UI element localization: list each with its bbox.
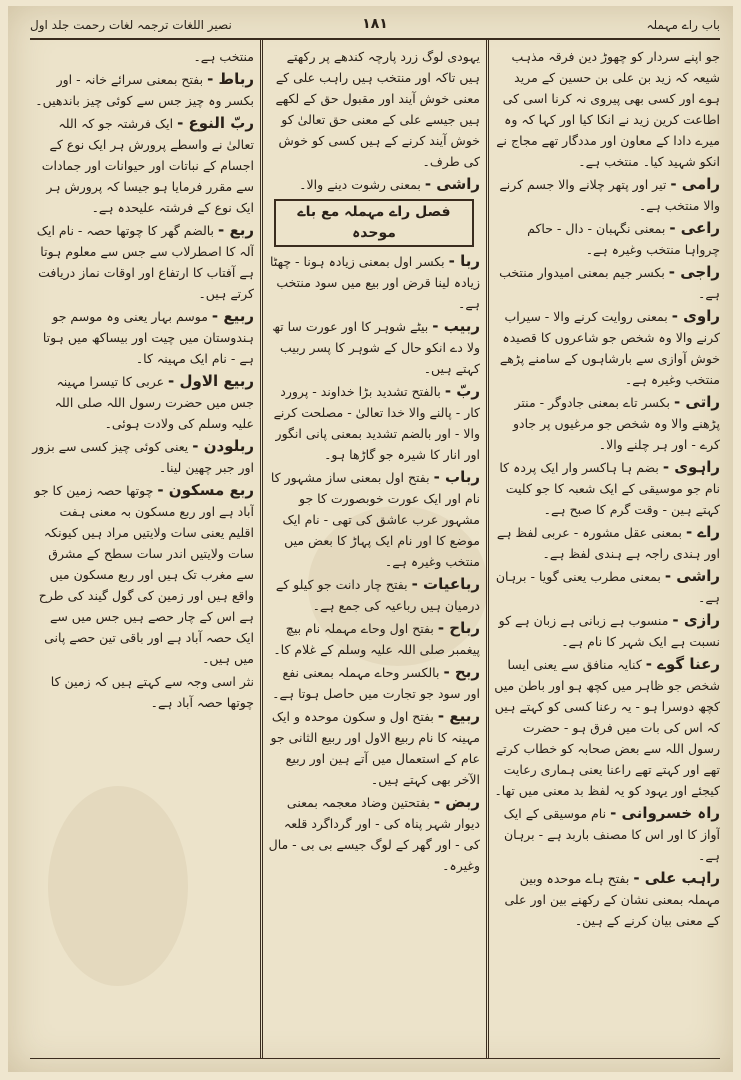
header-book-title: نصیر اللغات ترجمہ لغات رحمت جلد اول	[30, 18, 232, 32]
entry-definition: بمعنی عقل مشورہ - عربی لفظ ہے اور ہندی راجہ ہے ہندی لفظ ہے۔	[496, 525, 720, 561]
header-rule	[30, 38, 720, 40]
dictionary-entry	[30, 436, 254, 478]
dictionary-entry	[30, 306, 254, 369]
page	[8, 6, 733, 1072]
entry-definition: بیٹے شوہر کا اور عورت سا تھ ولا دے انکو حال کے شوہر کا پسر ربیب کہتے ہیں۔	[272, 319, 480, 376]
entry-definition: چوتھا حصہ زمین کا جو آباد ہے اور ربع مسکون بہ معنی ہفت اقلیم یعنی سات ولایتیں مراد ہیں کیونکہ سات ولایتیں اندر سات سطح کے مشرق سے مغرب تک ہیں اور ربع مسکون میں واقع ہیں اور زمین کی گول گیند کی طرح ہے اس کے چار حصے ہیں جس میں سے ایک حصہ آباد ہے اور باقی تین حصے پانی میں ہیں۔	[34, 483, 254, 666]
entry-headword: ربّ -	[444, 382, 480, 400]
section-heading-box: فصل راے مہملہ مع باے موحدہ	[274, 199, 474, 247]
dictionary-entry	[494, 610, 720, 652]
entry-headword: رباب -	[433, 468, 480, 486]
entry-definition: بالکسر وحاے مہملہ بمعنی نفع اور سود جو تجارت میں حاصل ہوتا ہے۔	[272, 665, 480, 701]
entry-definition: بفتح اول بمعنی ساز مشہور کا نام اور ایک عورت خوبصورت کا جو مشہور عرب عاشق کی تھی - نام ایک موضع کا اور نام ایک پہاڑ کا بعض میں منتخب وغیرہ ہے۔	[270, 470, 480, 569]
entry-headword: ربع مسکون -	[157, 481, 254, 499]
entry-headword: راعی -	[669, 219, 720, 237]
dictionary-entry	[30, 46, 254, 67]
dictionary-entry	[268, 662, 480, 704]
entry-headword: رباح -	[437, 619, 480, 637]
entry-headword: ربّ النوع -	[177, 114, 254, 132]
column-divider	[486, 40, 489, 1058]
entry-headword: رباعیات -	[411, 575, 480, 593]
dictionary-entry	[30, 220, 254, 304]
entry-headword: رعنا گوے -	[645, 655, 720, 673]
entry-definition: بمعنی نگہبان - دال - حاکم چرواہا منتخب وغیرہ ہے۔	[527, 221, 720, 257]
dictionary-entry	[494, 306, 720, 390]
entry-definition: نام موسیقی کے ایک آواز کا اور اس کا مصنف باربد ہے - برہان ہے۔	[503, 806, 720, 863]
entry-definition: بفتح ہاے موحدہ وبین مہملہ بمعنی نشان کے رکھنے بین اور علی کے معنی بیان کرنے کے ہین۔	[504, 871, 720, 928]
entry-definition: بمعنی مطرب یعنی گویا - برہان ہے۔	[495, 569, 720, 605]
entry-headword: ربیب -	[432, 317, 480, 335]
dictionary-entry	[494, 262, 720, 304]
dictionary-entry	[494, 392, 720, 455]
entry-headword: راشی -	[424, 175, 480, 193]
entry-headword: رباط -	[207, 70, 254, 88]
dictionary-entry	[30, 671, 254, 713]
dictionary-entry	[268, 251, 480, 314]
dictionary-entry	[268, 46, 480, 172]
entry-headword: ربیع -	[437, 707, 480, 725]
dictionary-entry	[268, 381, 480, 465]
entry-definition: بفتح اول و سکون موحدہ و ایک مہینہ کا نام ربیع الاول اور ربیع الثانی جو عام کے استعمال میں آتے ہین اور ربیع الآخر بھی کہتے ہیں۔	[270, 709, 480, 787]
entry-definition: عربی کا تیسرا مہینہ جس میں حضرت رسول اللہ صلی اللہ علیہ وسلم کی ولادت ہوئی۔	[54, 374, 254, 431]
entry-definition: منتخب ہے۔	[193, 49, 254, 64]
dictionary-entry	[494, 868, 720, 931]
entry-headword: راے -	[685, 523, 720, 541]
entry-definition: بمعنی روایت کرنے والا - سیراب کرنے والا وہ شخص جو شاعروں کا قصیدہ خوش آوازی سے بارشاہوں کے سامنے پڑھے منتخب وغیرہ ہے۔	[499, 309, 720, 387]
dictionary-entry	[494, 566, 720, 608]
dictionary-entry	[30, 480, 254, 669]
entry-definition: بفتحتین وضاد معجمہ بمعنی دیوار شہر پناہ کی - اور گرداگرد قلعہ کی - اور گھر کے لوگ جیسے بی بی - مال وغیرہ۔	[268, 795, 480, 873]
entry-headword: ربیع -	[211, 307, 254, 325]
entry-definition: بفتح چار دانت جو کیلو کے درمیان ہیں رباعیہ کی جمع ہے۔	[275, 577, 480, 613]
entry-definition: کنایہ منافق سے یعنی ایسا شخص جو ظاہر میں کچھ ہو اور باطن میں کچھ دوسرا ہو - یہ رعنا کسی کو کہتے ہیں کہ اس کی بات میں فرق ہو - حضرت رسول اللہ سے بعض صحابہ کو خطاب کرتے تھے اور کہتے تھے راعنا یعنی ہماری رعایت کیجئے اور یہود کو یہ لفظ بد معنی میں تھا۔	[494, 657, 720, 798]
dictionary-entry	[30, 69, 254, 111]
entry-definition: منسوب ہے زبانی ہے زبان ہے کو نسبت ہے ایک شہر کا نام ہے۔	[498, 613, 720, 649]
middle-column	[268, 46, 480, 1050]
dictionary-entry	[494, 803, 720, 866]
right-column	[494, 46, 720, 1050]
entry-definition: بکسر تاے بمعنی جادوگر - منتر پڑھنے والا وہ شخص جو مرغیوں پر جادو کرے - اور ہر چلنے والا۔	[513, 395, 720, 452]
entry-headword: ربح -	[443, 663, 480, 681]
entry-headword: ربا -	[448, 252, 480, 270]
entry-headword: راوی -	[671, 307, 720, 325]
entry-definition: تیر اور پتھر چلانے والا جسم کرنے والا منتخب ہے۔	[499, 177, 720, 213]
entry-definition: موسم بہار یعنی وہ موسم جو ہندوستان میں چیت اور بیساکھ میں ہوتا ہے - نام ایک مہینہ کا۔	[42, 309, 254, 366]
entry-headword: راتی -	[673, 393, 720, 411]
entry-headword: راہب علی -	[633, 869, 720, 887]
left-column	[30, 46, 254, 1050]
dictionary-entry	[268, 792, 480, 876]
entry-headword: راجی -	[668, 263, 720, 281]
dictionary-entry	[494, 522, 720, 564]
entry-definition: بالفتح تشدید بڑا خداوند - پرورد کار - پالنے والا خدا تعالیٰ - مصلحت کرنے والا - اور بالضم تشدید بمعنی پانی انگور اور انار کا شیرہ جو گاڑھا ہو۔	[273, 384, 480, 462]
entry-headword: رازی -	[672, 611, 720, 629]
entry-definition: یہودی لوگ زرد پارچہ کندھے پر رکھتے ہیں تاکہ اور منتخب ہیں راہب علی کے معنی خوش آیند اور مقبول حق کے لکھے ہیں جیسے علی کے معنی حق تعالیٰ کو خوش آیند کرنے کے ہیں کسی کو خوش کی طرف۔	[275, 49, 480, 169]
entry-definition: بفتح بمعنی سرائے خانہ - اور بکسر وہ چیز جس سے کوئی چیز باندھیں۔	[35, 72, 254, 108]
entry-definition: جو اپنے سردار کو چھوڑ دین فرقہ مذہب شیعہ کہ زید بن علی بن حسین کے مرید ہوے اور کسی بھی پیروی نہ کرنا اسی کی اطاعت کرین زید نے انکا کیا اور کہا کہ وہ میرے دادا کے معاون اور مددگار تھے مجاج نے انکو شہید کیا۔ منتخب ہے۔	[496, 49, 720, 169]
entry-definition: نثر اسی وجہ سے کہتے ہیں کہ زمین کا چوتھا حصہ آباد ہے۔	[50, 674, 254, 710]
dictionary-entry	[268, 316, 480, 379]
dictionary-entry	[268, 467, 480, 572]
footer-rule	[30, 1058, 720, 1059]
dictionary-entry	[268, 706, 480, 790]
entry-definition: ایک فرشتہ جو کہ اللہ تعالیٰ نے واسطے پرورش ہر ایک نوع کے اجسام کے نباتات اور حیوانات اور جمادات سے مقرر فرمایا ہو جیسا کہ پرورش ہر ایک نوع کے فرشتہ علیحدہ ہے۔	[41, 116, 254, 215]
entry-definition: بمعنی رشوت دینے والا۔	[299, 177, 421, 192]
entry-headword: ربض -	[433, 793, 480, 811]
entry-definition: یعنی کوئی چیز کسی سے بزور اور جبر چھین لینا۔	[32, 439, 254, 475]
entry-headword: راہ خسروانی -	[610, 804, 720, 822]
entry-definition: بکسر جیم بمعنی امیدوار منتخب ہے۔	[499, 265, 720, 301]
dictionary-entry	[268, 174, 480, 195]
dictionary-entry	[268, 618, 480, 660]
entry-definition: بضم ہا ہاکسر وار ایک پردہ کا نام جو موسیقی کے ایک شعبہ کا جو کلیت کہتے ہین - وقت گرم کا صبح ہے۔	[499, 460, 720, 517]
dictionary-entry	[494, 174, 720, 216]
entry-headword: ربیع الاول -	[168, 372, 254, 390]
entry-headword: ربع -	[218, 221, 254, 239]
dictionary-entry	[494, 218, 720, 260]
entry-headword: ربلودن -	[192, 437, 254, 455]
entry-definition: بفتح اول وحاے مہملہ نام بیچ پیغمبر صلی اللہ علیہ وسلم کے غلام کا۔	[273, 621, 480, 657]
dictionary-entry	[30, 113, 254, 218]
entry-definition: بالضم گھر کا چوتھا حصہ - نام ایک آلہ کا اصطرلاب سے جس سے معلوم ہوتا ہے آفتاب کا ارتفاع اور اوقات نماز دریافت کرتے ہیں۔	[36, 223, 254, 301]
dictionary-entry	[494, 46, 720, 172]
header-chapter: باب راے مہملہ	[646, 18, 720, 32]
page-header	[30, 16, 720, 38]
entry-headword: راہوی -	[662, 458, 720, 476]
dictionary-entry	[494, 457, 720, 520]
entry-headword: راشی -	[664, 567, 720, 585]
dictionary-entry	[494, 654, 720, 801]
dictionary-entry	[30, 371, 254, 434]
dictionary-entry	[268, 574, 480, 616]
entry-headword: رامی -	[670, 175, 720, 193]
page-number: ۱۸۱	[362, 16, 388, 32]
entry-definition: بکسر اول بمعنی زیادہ ہونا - چھٹا زیادہ لینا قرض اور بیع میں سود منتخب ہے۔	[270, 254, 480, 311]
column-divider	[260, 40, 263, 1058]
